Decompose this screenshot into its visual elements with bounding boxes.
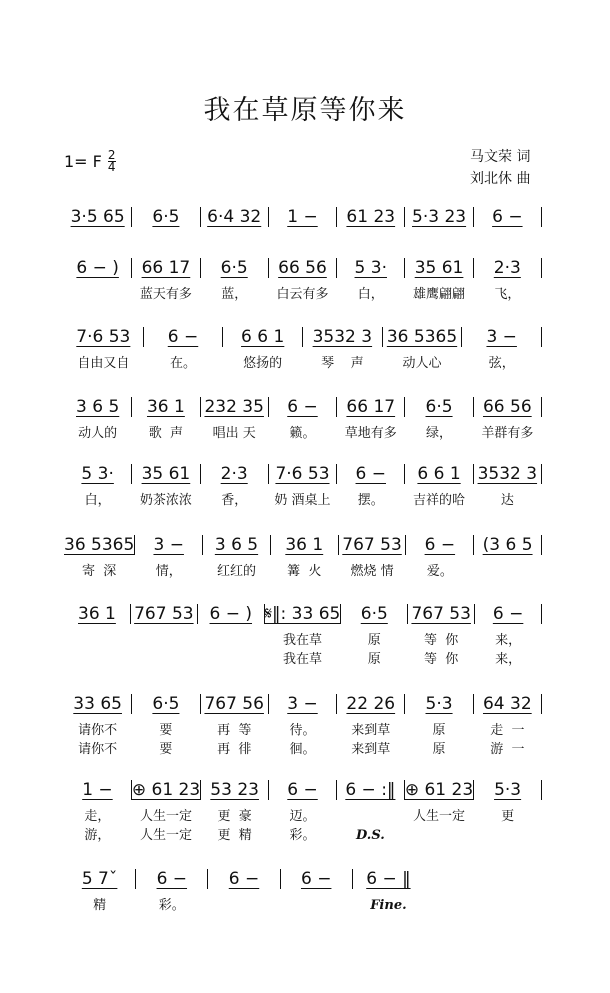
measure	[203, 534, 270, 581]
lyric: 白，	[84, 493, 111, 508]
lyric	[198, 631, 264, 650]
lyric	[131, 650, 197, 669]
lyric	[208, 896, 279, 915]
measure-notes: 66 56	[278, 258, 327, 278]
measure-notes: 6·5	[220, 258, 248, 278]
measure-notes: 𝄋‖: 33 65	[264, 604, 341, 624]
measure	[64, 257, 131, 304]
measure	[131, 603, 197, 669]
measure	[405, 693, 472, 759]
measure	[64, 779, 131, 845]
lyric: 请你不	[78, 723, 118, 738]
lyric: 香，	[221, 493, 248, 508]
score-system	[64, 257, 542, 304]
lyric: 唱出 天	[212, 426, 256, 441]
measure-notes: 767 53	[411, 604, 471, 624]
time-signature: $\frac{2}{4}$	[107, 148, 116, 174]
measure	[341, 603, 407, 669]
measure	[271, 534, 338, 581]
measure	[405, 257, 472, 304]
measure-notes: 5·3 23	[412, 207, 467, 227]
lyric: 原	[432, 742, 446, 757]
lyric: D.S.	[355, 828, 385, 843]
lyric: 精	[93, 898, 107, 913]
measure	[136, 868, 207, 915]
measure	[474, 257, 541, 304]
lyric: 原	[367, 652, 381, 667]
measure	[337, 257, 404, 304]
measure	[64, 206, 131, 228]
score-system	[64, 603, 542, 669]
measure	[474, 396, 541, 443]
measure-notes: 6 6 1	[417, 464, 461, 484]
lyric: 待。	[289, 723, 316, 738]
lyric: 白，	[357, 287, 384, 302]
measure	[408, 603, 474, 669]
score-system	[64, 206, 542, 228]
lyric	[281, 896, 352, 915]
bar-line	[541, 464, 542, 484]
measure	[132, 257, 199, 304]
measure	[353, 868, 424, 915]
lyric: 再 徘	[217, 742, 252, 757]
measure	[132, 206, 199, 228]
measure-notes: 6 −	[167, 327, 199, 347]
measure	[201, 779, 268, 845]
lyric: 寄 深	[82, 564, 117, 579]
lyric: 我在草	[283, 633, 323, 648]
lyric: 雄鹰翩翩	[413, 287, 466, 302]
measure-notes: 6 −	[492, 207, 523, 227]
measure	[406, 534, 473, 581]
measure	[269, 693, 336, 759]
score-system	[64, 693, 542, 759]
measure-notes: 36 1	[285, 535, 324, 555]
lyric: 自由又自	[77, 356, 130, 371]
bar-line	[541, 604, 542, 624]
score-system	[64, 463, 542, 510]
measure-notes: 1 −	[287, 207, 318, 227]
lyric: 人生一定	[412, 809, 465, 824]
lyric: 等 你	[424, 633, 459, 648]
measure	[201, 396, 268, 443]
lyric: 走 一	[490, 723, 525, 738]
measure	[269, 463, 336, 510]
measure-notes: 3 6 5	[76, 397, 120, 417]
lyric	[474, 826, 541, 845]
measure	[64, 534, 134, 581]
measure-notes: 36 1	[78, 604, 116, 624]
lyric: 奶 酒桌上	[274, 493, 331, 508]
song-title: 我在草原等你来	[203, 95, 407, 126]
lyric: 白云有多	[276, 287, 329, 302]
lyric: 在。	[170, 356, 197, 371]
lyric: 要	[159, 723, 173, 738]
lyric: 绿，	[426, 426, 453, 441]
score-system	[64, 868, 424, 915]
measure-notes: 6 −	[287, 397, 318, 417]
measure-notes: 35 61	[141, 464, 191, 484]
measure-notes: 3532 3	[477, 464, 538, 484]
measure-notes: 7·6 53	[76, 327, 131, 347]
bar-line	[541, 694, 542, 714]
measure-notes: 6·5	[152, 207, 180, 227]
measure-notes: 3·5 65	[70, 207, 125, 227]
measure	[383, 326, 462, 373]
lyric	[64, 631, 130, 650]
bar-line	[541, 258, 542, 278]
measure	[474, 693, 541, 759]
measure-notes: 3532 3	[312, 327, 373, 347]
lyric: 更 精	[217, 828, 252, 843]
lyric: 奶茶浓浓	[139, 493, 192, 508]
lyric: 来，	[495, 633, 522, 648]
lyric: 原	[432, 723, 446, 738]
lyric: 我在草	[283, 652, 323, 667]
lyric: 草地有多	[344, 426, 397, 441]
bar-line	[541, 780, 542, 800]
bar-line	[541, 207, 542, 227]
lyric	[198, 650, 264, 669]
measure	[474, 779, 541, 845]
lyric: 飞，	[494, 287, 521, 302]
measure-notes: 767 53	[134, 604, 194, 624]
lyric: 动人的	[78, 426, 118, 441]
measure	[132, 396, 199, 443]
measure-notes: 2·3	[220, 464, 248, 484]
measure-notes: (3 6 5	[482, 535, 533, 555]
bar-line	[541, 327, 542, 347]
measure	[337, 463, 404, 510]
measure	[201, 463, 268, 510]
key-signature	[64, 150, 116, 173]
lyric: 弦，	[488, 356, 515, 371]
lyric: 人生一定	[140, 828, 193, 843]
measure-notes: 66 17	[141, 258, 191, 278]
measure-notes: 22 26	[346, 694, 396, 714]
lyric: 蓝，	[221, 287, 248, 302]
measure-notes: 7·6 53	[275, 464, 330, 484]
measure-notes: 66 17	[346, 397, 396, 417]
measure-notes: 767 56	[204, 694, 264, 714]
measure	[337, 206, 404, 228]
measure-notes: 232 35	[204, 397, 264, 417]
lyric: 请你不	[78, 742, 118, 757]
measure-notes: ⊕ 61 23	[131, 780, 201, 800]
lyric: 彩。	[158, 898, 185, 913]
measure-notes: 53 23	[210, 780, 259, 800]
key: 1= F	[64, 152, 102, 171]
measure-notes: 6 −	[228, 869, 260, 889]
measure-notes: 6 −	[300, 869, 332, 889]
lyric: 等 你	[424, 652, 459, 667]
lyric	[405, 826, 473, 845]
measure	[208, 868, 279, 915]
lyric: 要	[159, 742, 173, 757]
measure-notes: 3 −	[486, 327, 517, 347]
measure	[474, 463, 541, 510]
lyric: Fine.	[370, 898, 407, 913]
lyric: 红红的	[216, 564, 256, 579]
lyric	[474, 562, 541, 581]
bar-line	[541, 397, 542, 417]
lyric: 情，	[155, 564, 182, 579]
measure	[405, 396, 472, 443]
lyric: 迈。	[289, 809, 316, 824]
lyric: 走，	[84, 809, 111, 824]
measure-notes: 6 −	[492, 604, 524, 624]
measure	[64, 396, 131, 443]
measure-notes: 6·5	[425, 397, 453, 417]
measure	[269, 779, 336, 845]
score-system	[64, 396, 542, 443]
lyric: 来到草	[351, 742, 391, 757]
measure-notes: 3 6 5	[214, 535, 259, 555]
measure	[132, 779, 200, 845]
lyric: 歌 声	[148, 426, 184, 441]
measure	[198, 603, 264, 669]
lyric: 彩。	[289, 828, 316, 843]
score-system	[64, 779, 542, 845]
measure	[64, 693, 131, 759]
lyric: 徊。	[289, 742, 316, 757]
lyric: 原	[367, 633, 381, 648]
measure-notes: 6·5	[152, 694, 180, 714]
lyric: 达	[500, 493, 514, 508]
measure	[201, 257, 268, 304]
lyric: 再 等	[217, 723, 252, 738]
composer: 刘北休 曲	[470, 171, 531, 187]
measure-notes: 5·3	[494, 780, 522, 800]
measure-notes: 6 − ‖	[366, 869, 411, 889]
measure-notes: 6 − )	[76, 258, 119, 278]
lyric: 爱。	[426, 564, 453, 579]
lyric: 来到草	[351, 723, 391, 738]
measure-notes: 3 −	[153, 535, 184, 555]
measure-notes: 6 6 1	[241, 327, 285, 347]
measure-notes: 6 −	[355, 464, 386, 484]
lyric	[337, 807, 404, 826]
measure	[269, 396, 336, 443]
measure	[337, 396, 404, 443]
measure	[339, 534, 406, 581]
measure	[405, 206, 472, 228]
measure	[337, 779, 404, 845]
measure-notes: 35 61	[414, 258, 464, 278]
measure-notes: 6 − :‖	[345, 780, 396, 800]
measure-notes: 6·5	[360, 604, 388, 624]
measure	[144, 326, 223, 373]
measure-notes: 6 − )	[209, 604, 253, 624]
measure	[405, 463, 472, 510]
measure-notes: 2·3	[493, 258, 521, 278]
lyric: 更 豪	[217, 809, 252, 824]
lyric: 人生一定	[140, 809, 193, 824]
lyric: 摆。	[357, 493, 384, 508]
measure	[281, 868, 352, 915]
lyric: 游 一	[490, 742, 525, 757]
measure-notes: 3 −	[287, 694, 318, 714]
lyric: 动人心	[402, 356, 442, 371]
measure	[474, 534, 541, 581]
measure-notes: ⊕ 61 23	[404, 780, 474, 800]
measure-notes: 6 −	[287, 780, 318, 800]
lyric: 篝 火	[287, 564, 322, 579]
lyric: 燃烧 情	[350, 564, 394, 579]
measure	[303, 326, 382, 373]
measure	[64, 603, 130, 669]
measure-notes: 36 5365	[64, 535, 135, 555]
measure	[223, 326, 302, 373]
measure	[475, 603, 541, 669]
lyric: 游，	[84, 828, 111, 843]
measure	[132, 463, 199, 510]
measure	[269, 257, 336, 304]
measure	[201, 206, 268, 228]
lyric: 悠扬的	[243, 356, 283, 371]
lyricist: 马文荣 词	[470, 149, 531, 165]
measure-notes: 6·4 32	[207, 207, 262, 227]
lyric	[131, 631, 197, 650]
measure-notes: 5 7ˇ	[81, 869, 118, 889]
measure-notes: 6 −	[156, 869, 188, 889]
lyric: 蓝天有多	[139, 287, 192, 302]
measure	[201, 693, 268, 759]
lyric	[64, 650, 130, 669]
measure	[132, 693, 199, 759]
measure	[337, 693, 404, 759]
measure-notes: 64 32	[482, 694, 532, 714]
lyric	[64, 285, 131, 304]
measure-notes: 6 −	[424, 535, 456, 555]
measure-notes: 66 56	[482, 397, 532, 417]
measure-notes: 767 53	[342, 535, 402, 555]
measure	[474, 206, 541, 228]
measure	[64, 326, 143, 373]
lyric: 琴 声	[321, 356, 364, 371]
measure-notes: 1 −	[82, 780, 113, 800]
measure	[64, 868, 135, 915]
measure-notes: 5 3·	[354, 258, 387, 278]
bar-line	[541, 535, 542, 555]
lyric: 吉祥的哈	[413, 493, 466, 508]
lyric: 羊群有多	[481, 426, 534, 441]
measure	[64, 463, 131, 510]
measure	[265, 603, 341, 669]
measure-notes: 36 5365	[386, 327, 458, 347]
measure-notes: 5·3	[425, 694, 453, 714]
measure	[135, 534, 202, 581]
lyric: 来，	[495, 652, 522, 667]
lyric: 籁。	[289, 426, 316, 441]
measure	[405, 779, 473, 845]
measure-notes: 36 1	[146, 397, 185, 417]
measure-notes: 5 3·	[81, 464, 114, 484]
lyric: 更	[501, 809, 515, 824]
measure-notes: 33 65	[73, 694, 122, 714]
score-system	[64, 534, 542, 581]
measure	[269, 206, 336, 228]
measure	[462, 326, 541, 373]
measure-notes: 61 23	[346, 207, 396, 227]
score-system	[64, 326, 542, 373]
